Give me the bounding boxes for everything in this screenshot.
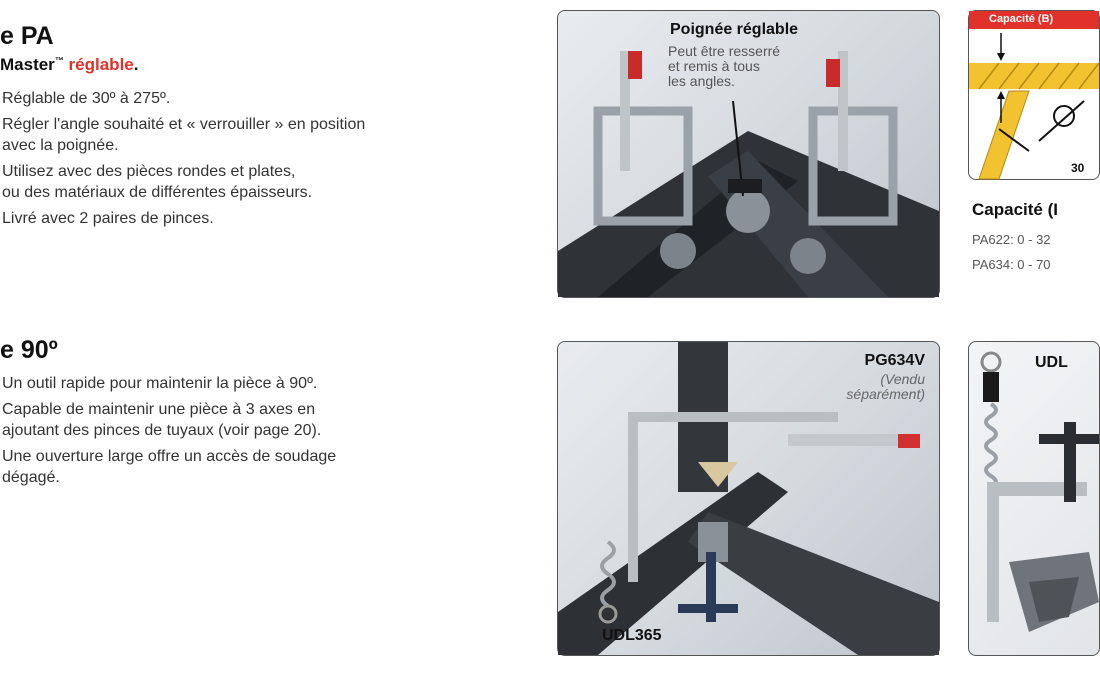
list-item: Un outil rapide pour maintenir la pièce à 90º.: [2, 375, 318, 392]
capacity-diagram: [968, 10, 1100, 180]
list-item: Livré avec 2 paires de pinces.: [2, 210, 214, 227]
list-item: Régler l'angle souhaité et « verrouiller » en position avec la poignée.: [2, 116, 366, 154]
section1-feature-list: [2, 88, 502, 234]
list-item: Une ouverture large offre un accès de soudage dégagé.: [2, 448, 337, 486]
adjustable-clamp-photo: [557, 10, 940, 298]
udl-tag: UDL: [1035, 354, 1068, 371]
list-item: Utilisez avec des pièces rondes et plates, ou des matériaux de différentes épaisseurs.: [2, 163, 313, 201]
ninety-degree-clamp-photo: [557, 341, 940, 656]
angle-label: 30: [1071, 161, 1085, 175]
handle-caption-title: Poignée réglable: [670, 21, 799, 38]
list-item: Capable de maintenir une pièce à 3 axes en ajoutant des pinces de tuyaux (voir page 20).: [2, 401, 322, 439]
handle-caption-text: Peut être resserré et remis à tous les angles.: [668, 43, 781, 89]
section1-heading: e PA: [0, 22, 54, 50]
section1-subhead: [0, 55, 138, 75]
pg634v-tag: PG634V: [864, 352, 925, 369]
capacity-diagram-drawing: [969, 11, 1099, 179]
subhead-highlight: réglable: [68, 55, 134, 74]
sold-separately-note: (Vendu séparément): [846, 371, 925, 402]
udl-clamp-illustration: [969, 342, 1099, 655]
capacity-title: Capacité (I: [972, 200, 1058, 219]
udl365-tag: UDL365: [602, 627, 662, 644]
subhead-period: .: [133, 55, 139, 74]
capacity-spec-pa622: PA622: 0 - 32: [972, 232, 1051, 247]
subhead-brand: Master: [0, 55, 55, 74]
section2-heading: e 90º: [0, 336, 58, 364]
section2-feature-list: [2, 373, 502, 493]
udl-clamp-photo: [968, 341, 1100, 656]
capacity-spec-pa634: PA634: 0 - 70: [972, 257, 1051, 272]
list-item: Réglable de 30º à 275º.: [2, 90, 171, 107]
trademark-symbol: ™: [54, 55, 64, 66]
capacity-b-label: Capacité (B): [989, 13, 1054, 25]
